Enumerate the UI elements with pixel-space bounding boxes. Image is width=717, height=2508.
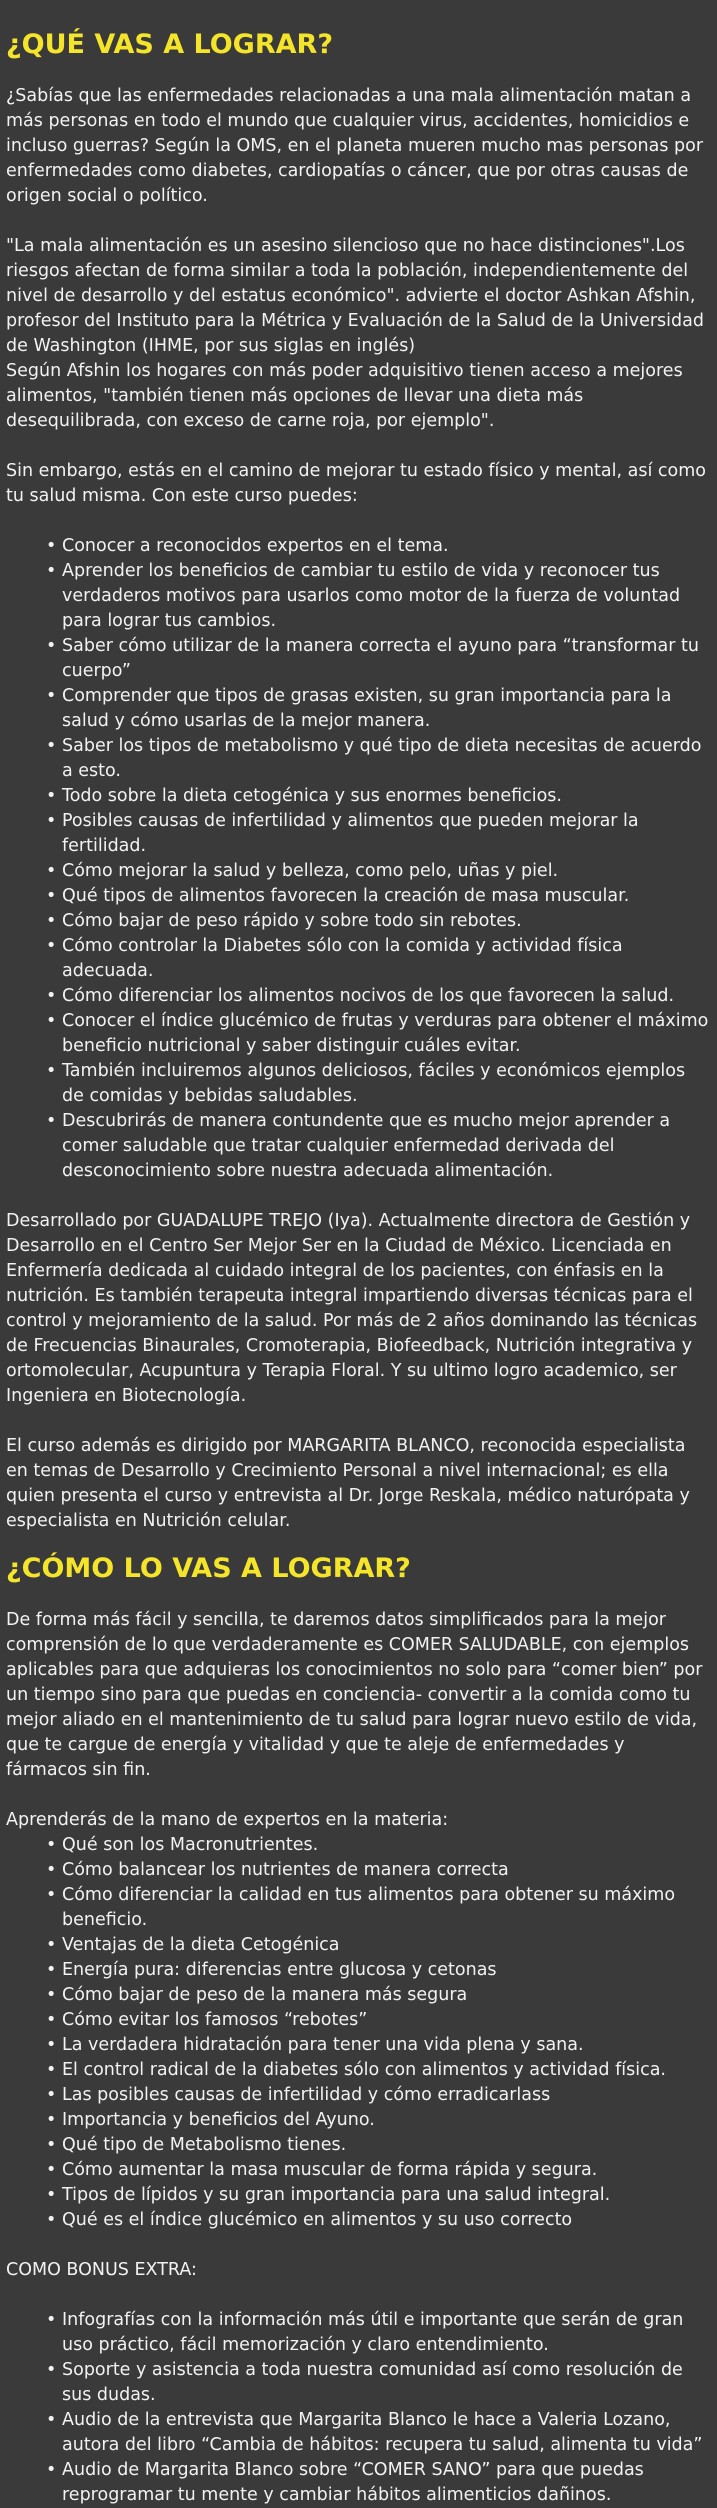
list-item	[46, 1883, 709, 1933]
section-heading-que-vas-a-lograr: ¿QUÉ VAS A LOGRAR?	[6, 29, 333, 60]
bullet-icon: •	[46, 936, 57, 956]
list-item	[46, 634, 709, 684]
list-item	[46, 1059, 709, 1109]
list-item-text: También incluiremos algunos deliciosos, fáciles y económicos ejemplos de comidas y bebidas saludables.	[62, 1061, 686, 1106]
list-item-text: Conocer el índice glucémico de frutas y verduras para obtener el máximo beneficio nutricional y saber distinguir cuáles evitar.	[62, 1011, 709, 1056]
list-item	[46, 534, 709, 559]
list-item-text: Infografías con la información más útil e importante que serán de gran uso práctico, fácil memorización y claro entendimiento.	[62, 2310, 684, 2355]
bullet-icon: •	[46, 2460, 57, 2480]
list-item	[46, 909, 709, 934]
list-item	[46, 1958, 709, 1983]
bullet-icon: •	[46, 811, 57, 831]
list-item	[46, 1983, 709, 2008]
benefits-list	[6, 534, 709, 1184]
list-item-text: Qué son los Macronutrientes.	[62, 1835, 319, 1855]
bullet-icon: •	[46, 536, 57, 556]
afshin-text: Según Afshin los hogares con más poder adquisitivo tienen acceso a mejores alimentos, "también tienen más opciones de llevar una dieta más desequilibrada, con exceso de carne roja, por ejemplo".	[6, 361, 683, 431]
list-item	[46, 2058, 709, 2083]
list-item	[46, 784, 709, 809]
bullet-icon: •	[46, 786, 57, 806]
course-intro-paragraph: Sin embargo, estás en el camino de mejorar tu estado físico y mental, así como tu salud misma. Con este curso puedes:	[6, 461, 706, 506]
list-item	[46, 2108, 709, 2133]
list-item	[46, 2158, 709, 2183]
bullet-icon: •	[46, 2410, 57, 2430]
bullet-icon: •	[46, 736, 57, 756]
bullet-icon: •	[46, 1885, 57, 1905]
list-item	[46, 934, 709, 984]
list-item	[46, 2033, 709, 2058]
list-item	[46, 734, 709, 784]
bullet-icon: •	[46, 986, 57, 1006]
bullet-icon: •	[46, 2185, 57, 2205]
list-item	[46, 559, 709, 634]
topics-list	[6, 1833, 709, 2233]
list-item-text: Energía pura: diferencias entre glucosa y cetonas	[62, 1960, 497, 1980]
list-item	[46, 2133, 709, 2158]
bullet-icon: •	[46, 1935, 57, 1955]
bullet-icon: •	[46, 1985, 57, 2005]
list-item-text: Comprender que tipos de grasas existen, su gran importancia para la salud y cómo usarlas de la mejor manera.	[62, 686, 672, 731]
section-heading-como-lo-vas-a-lograr: ¿CÓMO LO VAS A LOGRAR?	[6, 1553, 411, 1584]
intro-paragraph: ¿Sabías que las enfermedades relacionadas a una mala alimentación matan a más personas en todo el mundo que cualquier virus, accidentes, homicidios e incluso guerras? Según la OMS, en el planeta mueren mucho mas personas por enfermedades como diabetes, cardiopatías o cáncer, que por otras causas de origen social o político.	[6, 86, 704, 206]
bullet-icon: •	[46, 1835, 57, 1855]
bullet-icon: •	[46, 911, 57, 931]
list-item-text: Aprender los beneficios de cambiar tu estilo de vida y reconocer tus verdaderos motivos para usarlos como motor de la fuerza de voluntad para lograr tus cambios.	[62, 561, 681, 631]
list-item-text: Saber cómo utilizar de la manera correcta el ayuno para “transformar tu cuerpo”	[62, 636, 699, 681]
method-paragraph: De forma más fácil y sencilla, te daremos datos simplificados para la mejor comprensión de lo que verdaderamente es COMER SALUDABLE, con ejemplos aplicables para que adquieras los conocimientos no solo para “comer bien” por un tiempo sino para que puedas en conciencia- convertir a la comida como tu mejor aliado en el mantenimiento de tu salud para lograr nuevo estilo de vida, que te cargue de energía y vitalidad y que te aleje de enfermedades y fármacos sin fin.	[6, 1610, 703, 1780]
list-item-text: Cómo bajar de peso de la manera más segura	[62, 1985, 468, 2005]
list-item-text: Cómo bajar de peso rápido y sobre todo sin rebotes.	[62, 911, 522, 931]
bullet-icon: •	[46, 2010, 57, 2030]
list-item-text: Conocer a reconocidos expertos en el tema.	[62, 536, 449, 556]
list-item-text: Qué tipos de alimentos favorecen la creación de masa muscular.	[62, 886, 630, 906]
bullet-icon: •	[46, 686, 57, 706]
list-item-text: Tipos de lípidos y su gran importancia para una salud integral.	[62, 2185, 611, 2205]
list-item	[46, 859, 709, 884]
list-item-text: Qué tipo de Metabolismo tienes.	[62, 2135, 347, 2155]
list-item-text: Importancia y beneficios del Ayuno.	[62, 2110, 375, 2130]
list-item-text: Ventajas de la dieta Cetogénica	[62, 1935, 340, 1955]
quote-text: "La mala alimentación es un asesino silencioso que no hace distinciones".Los riesgos afectan de forma similar a toda la población, independientemente del nivel de desarrollo y del estatus económico". advierte el doctor Ashkan Afshin, profesor del Instituto para la Métrica y Evaluación de la Salud de la Universidad de Washington (IHME, por sus siglas en inglés)	[6, 236, 704, 356]
list-item	[46, 884, 709, 909]
list-item-text: Descubrirás de manera contundente que es mucho mejor aprender a comer saludable que tratar cualquier enfermedad derivada del desconocimiento sobre nuestra adecuada alimentación.	[62, 1111, 671, 1181]
list-item	[46, 684, 709, 734]
bullet-icon: •	[46, 2110, 57, 2130]
list-item	[46, 2308, 709, 2358]
list-item	[46, 1009, 709, 1059]
bullet-icon: •	[46, 2060, 57, 2080]
list-item-text: La verdadera hidratación para tener una vida plena y sana.	[62, 2035, 584, 2055]
list-item-text: Cómo diferenciar la calidad en tus alimentos para obtener su máximo beneficio.	[62, 1885, 676, 1930]
list-item-text: Las posibles causas de infertilidad y cómo erradicarlass	[62, 2085, 551, 2105]
list-item-text: Cómo controlar la Diabetes sólo con la comida y actividad física adecuada.	[62, 936, 623, 981]
bullet-icon: •	[46, 2135, 57, 2155]
bullet-icon: •	[46, 1111, 57, 1131]
list-item-text: Cómo aumentar la masa muscular de forma rápida y segura.	[62, 2160, 598, 2180]
list-item	[46, 1109, 709, 1184]
list-item-text: Todo sobre la dieta cetogénica y sus enormes beneficios.	[62, 786, 562, 806]
list-item	[46, 2358, 709, 2408]
bullet-icon: •	[46, 1061, 57, 1081]
list-item-text: Cómo diferenciar los alimentos nocivos de los que favorecen la salud.	[62, 986, 675, 1006]
bullet-icon: •	[46, 2310, 57, 2330]
list-item	[46, 984, 709, 1009]
bonus-list	[6, 2308, 709, 2508]
experts-intro: Aprenderás de la mano de expertos en la materia:	[6, 1810, 449, 1830]
bullet-icon: •	[46, 886, 57, 906]
list-item	[46, 2408, 709, 2458]
bullet-icon: •	[46, 1960, 57, 1980]
list-item	[46, 2208, 709, 2233]
list-item-text: Audio de Margarita Blanco sobre “COMER SANO” para que puedas reprogramar tu mente y cambiar hábitos alimenticios dañinos.	[62, 2460, 644, 2505]
bonus-title: COMO BONUS EXTRA:	[6, 2260, 197, 2280]
list-item	[46, 2008, 709, 2033]
bullet-icon: •	[46, 2035, 57, 2055]
bullet-icon: •	[46, 561, 57, 581]
quote-paragraph	[6, 234, 709, 434]
bullet-icon: •	[46, 861, 57, 881]
list-item-text: Qué es el índice glucémico en alimentos y su uso correcto	[62, 2210, 573, 2230]
list-item	[46, 1858, 709, 1883]
developer-paragraph: Desarrollado por GUADALUPE TREJO (Iya). Actualmente directora de Gestión y Desarrollo en el Centro Ser Mejor Ser en la Ciudad de México. Licenciada en Enfermería dedicada al cuidado integral de los pacientes, con énfasis en la nutrición. Es también terapeuta integral impartiendo diversas técnicas para el control y mejoramiento de la salud. Por más de 2 años dominando las técnicas de Frecuencias Binaurales, Cromoterapia, Biofeedback, Nutrición integrativa y ortomolecular, Acupuntura y Terapia Floral. Y su ultimo logro academico, ser Ingeniera en Biotecnología.	[6, 1211, 698, 1406]
list-item-text: Saber los tipos de metabolismo y qué tipo de dieta necesitas de acuerdo a esto.	[62, 736, 702, 781]
list-item	[46, 809, 709, 859]
bullet-icon: •	[46, 2360, 57, 2380]
list-item	[46, 2183, 709, 2208]
list-item	[46, 1933, 709, 1958]
bullet-icon: •	[46, 2160, 57, 2180]
list-item-text: Cómo evitar los famosos “rebotes”	[62, 2010, 368, 2030]
bullet-icon: •	[46, 636, 57, 656]
list-item-text: Soporte y asistencia a toda nuestra comunidad así como resolución de sus dudas.	[62, 2360, 683, 2405]
list-item	[46, 2458, 709, 2508]
list-item-text: Audio de la entrevista que Margarita Blanco le hace a Valeria Lozano, autora del libro “Cambia de hábitos: recupera tu salud, alimenta tu vida”	[62, 2410, 703, 2455]
list-item	[46, 2083, 709, 2108]
bullet-icon: •	[46, 2085, 57, 2105]
director-paragraph: El curso además es dirigido por MARGARITA BLANCO, reconocida especialista en temas de Desarrollo y Crecimiento Personal a nivel internacional; es ella quien presenta el curso y entrevista al Dr. Jorge Reskala, médico naturópata y especialista en Nutrición celular.	[6, 1436, 690, 1531]
bullet-icon: •	[46, 1011, 57, 1031]
list-item-text: Cómo balancear los nutrientes de manera correcta	[62, 1860, 509, 1880]
bullet-icon: •	[46, 2210, 57, 2230]
list-item-text: Cómo mejorar la salud y belleza, como pelo, uñas y piel.	[62, 861, 559, 881]
bullet-icon: •	[46, 1860, 57, 1880]
list-item-text: Posibles causas de infertilidad y alimentos que pueden mejorar la fertilidad.	[62, 811, 639, 856]
list-item-text: El control radical de la diabetes sólo con alimentos y actividad física.	[62, 2060, 666, 2080]
list-item	[46, 1833, 709, 1858]
